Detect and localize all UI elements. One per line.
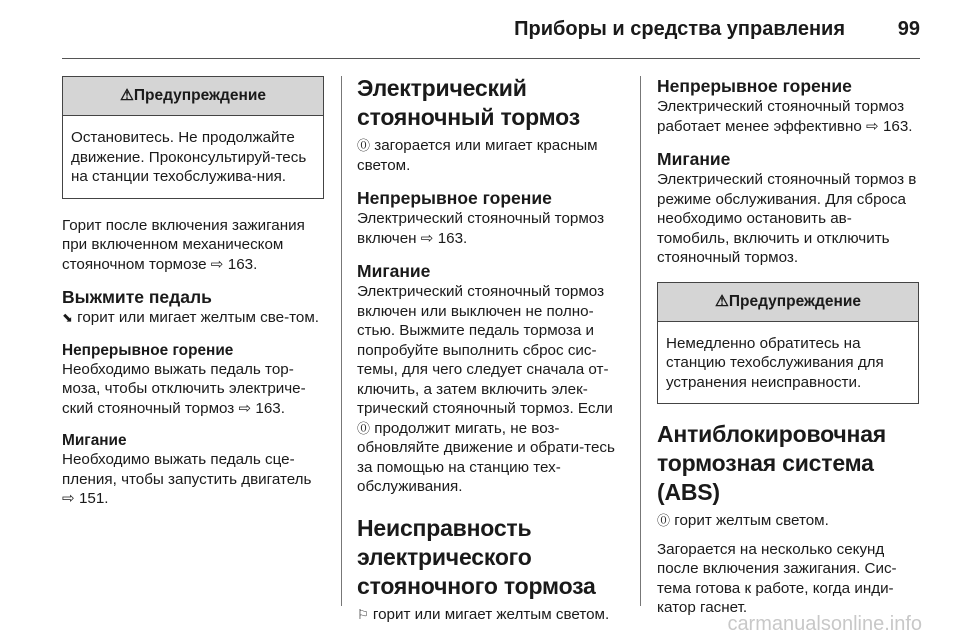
- paragraph: Загорается на несколько секунд после включения зажигания. Сис-тема готова к работе, когда инди-катор гаснет.: [657, 540, 897, 616]
- warning-icon: ⚠: [715, 292, 729, 310]
- abs-icon: ⓪: [657, 513, 671, 528]
- subsection-heading: Непрерывное горение: [657, 76, 852, 96]
- warning-box-1-text: Остановитесь. Не продолжайте движение. Проконсультируй-тесь на станции техобслужива-ния.: [71, 129, 307, 185]
- paragraph: [357, 605, 619, 625]
- paragraph-text: горит или мигает желтым светом.: [372, 605, 610, 623]
- watermark: carmanualsonline.info: [727, 613, 922, 635]
- paragraph-text: продолжит мигать, не воз-обновляйте движение и обрати-тесь за помощью на станцию тех-обслуживания.: [357, 419, 615, 495]
- warning-box-1: [62, 76, 324, 199]
- section-heading: Неисправность электрического стояночного тормоза: [357, 514, 596, 599]
- warning-box-2-text: Немедленно обратитесь на станцию техобслуживания для устранения неисправности.: [666, 334, 884, 391]
- subsection-heading: Непрерывное горение: [62, 341, 234, 359]
- subsection-heading: Мигание: [657, 149, 731, 169]
- column-divider-2: [640, 76, 641, 606]
- parking-brake-icon: ⓪: [357, 420, 371, 436]
- warning-box-1-heading: [63, 77, 323, 116]
- paragraph: [657, 511, 919, 531]
- warning-icon: ⚠: [120, 87, 134, 104]
- paragraph: [357, 136, 619, 175]
- paragraph: Необходимо выжать педаль тор-моза, чтобы отключить электриче-ский стояночный тормоз ⇨ 163.: [62, 360, 306, 417]
- section-heading: Антиблокировочная тормозная система (ABS): [657, 421, 887, 505]
- paragraph: Электрический стояночный тормоз в режиме обслуживания. Для сброса необходимо остановить ав-томобиль, включить и отключить стояночный тормоз.: [657, 171, 917, 266]
- section-heading: Электрический стояночный тормоз: [357, 75, 580, 130]
- page-number: 99: [897, 18, 920, 40]
- warning-heading-text: Предупреждение: [728, 292, 861, 310]
- paragraph-text: загорается или мигает красным светом.: [357, 137, 598, 174]
- column-3: [657, 76, 919, 618]
- warning-heading-text: Предупреждение: [133, 87, 266, 104]
- header-rule: [62, 58, 920, 59]
- paragraph-text: Электрический стояночный тормоз включен или выключен не полно-стью. Выжмите педаль тормоза и попробуйте выполнить сброс сис-темы, для чего следует сначала от-ключить, а затем включить элек-трический стояночный тормоз. Если: [357, 283, 613, 417]
- brake-fault-icon: ⚐: [357, 606, 369, 622]
- paragraph: Электрический стояночный тормоз работает менее эффективно ⇨ 163.: [657, 98, 913, 135]
- subsection-heading: Непрерывное горение: [357, 188, 552, 208]
- column-divider-1: [341, 76, 342, 606]
- warning-box-2-heading: [658, 283, 918, 322]
- parking-brake-icon: ⓪: [357, 138, 371, 153]
- paragraph: Необходимо выжать педаль сце-пления, чтобы запустить двигатель ⇨ 151.: [62, 451, 312, 507]
- paragraph: Горит после включения зажигания при включенном механическом стояночном тормозе ⇨ 163.: [62, 216, 305, 273]
- paragraph: [357, 282, 619, 497]
- paragraph: Электрический стояночный тормоз включен ⇨ 163.: [357, 210, 605, 247]
- page-header-title: Приборы и средства управления: [514, 18, 845, 40]
- paragraph: [62, 308, 324, 328]
- warning-box-2: [657, 282, 919, 405]
- column-2: [357, 74, 619, 624]
- section-heading: Выжмите педаль: [62, 287, 212, 307]
- paragraph-text: горит желтым светом.: [674, 512, 829, 529]
- brake-pedal-icon: ⬊: [62, 310, 73, 325]
- subsection-heading: Мигание: [357, 261, 431, 281]
- paragraph-text: горит или мигает желтым све-том.: [77, 309, 320, 326]
- subsection-heading: Мигание: [62, 432, 127, 449]
- column-1: [62, 76, 324, 509]
